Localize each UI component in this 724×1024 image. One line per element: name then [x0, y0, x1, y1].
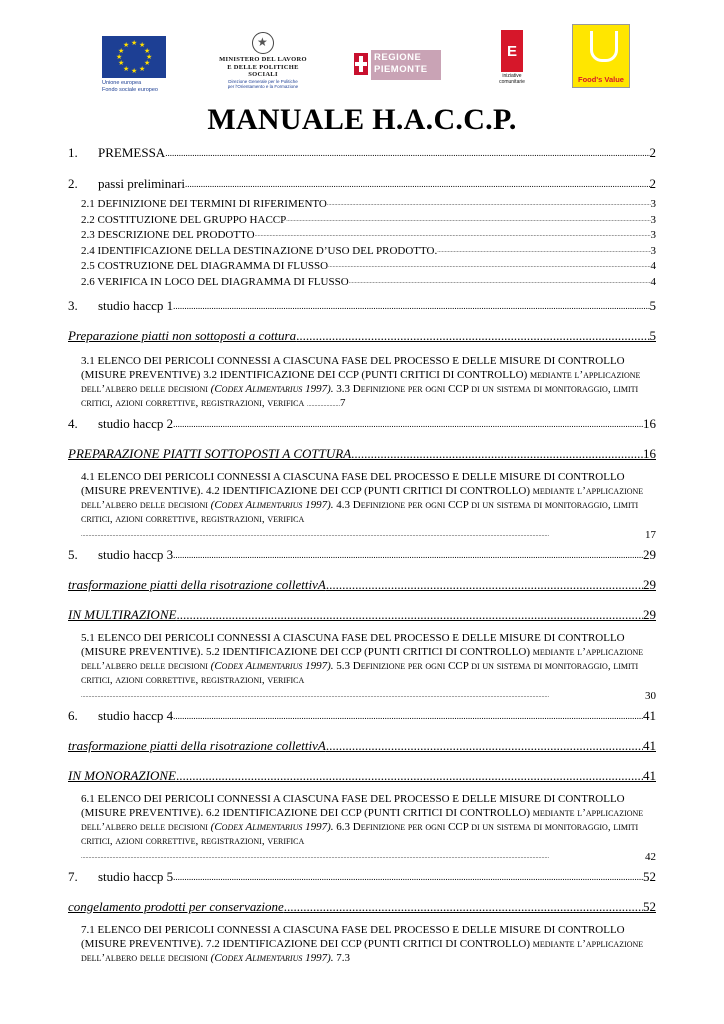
toc-entry-studio-2[interactable] [68, 415, 656, 432]
foods-value-caption: Food's Value [578, 75, 624, 84]
toc-label: trasformazione piatti della risotrazione collettivA [68, 738, 326, 753]
toc-para-citation: (Codex Alimentarius 1997). [210, 499, 334, 511]
table-of-contents [68, 144, 656, 965]
toc-page: 29 [643, 547, 656, 562]
toc-paragraph[interactable] [68, 354, 656, 412]
toc-para-text: Definizione per ogni [352, 499, 446, 511]
toc-para-citation: (Codex Alimentarius 1997). [210, 383, 334, 395]
toc-page: 5 [649, 328, 656, 343]
toc-num: 4. [68, 416, 78, 431]
toc-page: 3 [650, 229, 656, 241]
toc-para-text: CCP [448, 821, 469, 833]
shield-icon [354, 53, 368, 75]
toc-num: 7. [68, 869, 78, 884]
toc-section[interactable] [68, 446, 656, 462]
toc-para-text: mediante l’applicazione dell’albero delle decisioni [81, 938, 644, 964]
toc-para-text: di un sistema di monitoraggio, limiti critici, azioni correttive, registrazioni, verifica [81, 821, 639, 847]
toc-section[interactable] [68, 899, 656, 915]
iniziative-letter: E [507, 43, 518, 60]
toc-para-text: 4.1 ELENCO DEI PERICOLI CONNESSI A CIASCUNA FASE DEL PROCESSO E DELLE MISURE DI CONTROLLO (MISURE PREVENTIVE). 4.2 IDENTIFICAZIONE DEI CCP (PUNTI CRITICI DI CONTROLLO) [81, 471, 625, 497]
toc-label: studio haccp 5 [98, 869, 174, 884]
toc-label: studio haccp 3 [98, 547, 174, 562]
regione-name: REGIONE PIEMONTE [371, 50, 441, 80]
toc-page: 29 [643, 607, 656, 622]
ministero-line1: MINISTERO DEL LAVORO [219, 56, 307, 63]
toc-section[interactable] [68, 577, 656, 593]
toc-para-text: di un sistema di monitoraggio, limiti critici, azioni correttive, registrazioni, verifica [81, 499, 639, 525]
toc-subentry[interactable] [68, 212, 656, 228]
toc-page: 29 [643, 577, 656, 592]
toc-page: 41 [643, 738, 656, 753]
dot-leader [81, 687, 645, 703]
toc-label: studio haccp 4 [98, 708, 174, 723]
toc-page: 2 [649, 145, 656, 160]
toc-num: 5. [68, 547, 78, 562]
iniziative-logo [494, 30, 530, 90]
ministero-line2: E DELLE POLITICHE SOCIALI [227, 63, 299, 78]
toc-page: 41 [643, 768, 656, 783]
toc-num: 1. [68, 145, 78, 160]
toc-label: 2.2 COSTITUZIONE DEL GRUPPO HACCP [81, 213, 287, 226]
smile-icon [590, 31, 618, 62]
emblem-icon [252, 32, 274, 54]
toc-num: 3. [68, 298, 78, 313]
toc-label: 2.6 VERIFICA IN LOCO DEL DIAGRAMMA DI FLUSSO [81, 275, 349, 288]
toc-page: 41 [643, 708, 656, 723]
toc-para-citation: (Codex Alimentarius 1997). [210, 660, 334, 672]
toc-page: 7 [339, 397, 346, 409]
toc-num: 6. [68, 708, 78, 723]
toc-page: 3 [650, 213, 656, 226]
toc-page: 16 [643, 416, 656, 431]
toc-section[interactable] [68, 328, 656, 344]
toc-label: studio haccp 1 [98, 298, 174, 313]
toc-paragraph[interactable] [68, 923, 656, 965]
dot-leader [81, 848, 645, 864]
toc-label: 2.1 DEFINIZIONE DEI TERMINI DI RIFERIMENTO [81, 198, 327, 210]
toc-label: trasformazione piatti della risotrazione collettivA [68, 577, 326, 592]
toc-page: 3 [650, 198, 656, 210]
eu-flag-icon: ★ ★ ★ ★ ★ ★ ★ ★ ★ ★ ★ ★ [102, 36, 166, 78]
toc-para-text: 4.3 [336, 499, 351, 511]
logo-strip [0, 28, 724, 98]
toc-page: 17 [645, 529, 656, 541]
toc-section[interactable] [68, 768, 656, 784]
toc-para-text: CCP [448, 499, 469, 511]
toc-para-text: di un sistema di monitoraggio, limiti critici, azioni correttive, registrazioni, verifica [81, 383, 639, 409]
toc-subentry[interactable] [68, 243, 656, 259]
eu-logo [102, 36, 166, 93]
toc-entry-studio-5[interactable] [68, 868, 656, 885]
toc-para-text: 3.3 [336, 383, 351, 395]
toc-page: 4 [650, 275, 656, 288]
toc-para-text: 5.1 ELENCO DEI PERICOLI CONNESSI A CIASCUNA FASE DEL PROCESSO E DELLE MISURE DI CONTROLLO (MISURE PREVENTIVE). 5.2 IDENTIFICAZIONE DEI CCP (PUNTI CRITICI DI CONTROLLO) [81, 632, 625, 658]
toc-paragraph[interactable] [68, 470, 656, 542]
dot-leader: ...................... [306, 402, 340, 408]
ministero-sub1: Direzione Generale per le Politiche [228, 78, 298, 84]
toc-para-text: CCP [448, 383, 469, 395]
toc-subentry[interactable] [68, 227, 656, 243]
toc-para-text: 6.3 [336, 821, 351, 833]
toc-label: 2.3 DESCRIZIONE DEL PRODOTTO [81, 229, 255, 241]
toc-section[interactable] [68, 607, 656, 623]
iniziative-caption: iniziative comunitarie [499, 73, 525, 85]
toc-label: 2.5 COSTRUZIONE DEL DIAGRAMMA DI FLUSSO [81, 260, 329, 272]
toc-para-text: Definizione per ogni [352, 660, 446, 672]
toc-page: 3 [650, 244, 656, 257]
toc-entry-passi[interactable] [68, 175, 656, 192]
document-title: MANUALE H.A.C.C.P. [207, 103, 517, 136]
toc-para-text: Definizione per ogni [352, 821, 446, 833]
toc-paragraph[interactable] [68, 792, 656, 864]
toc-page: 2 [649, 176, 656, 191]
toc-paragraph[interactable] [68, 631, 656, 703]
toc-para-text: 7.1 ELENCO DEI PERICOLI CONNESSI A CIASCUNA FASE DEL PROCESSO E DELLE MISURE DI CONTROLLO (MISURE PREVENTIVE). 7.2 IDENTIFICAZIONE DEI CCP (PUNTI CRITICI DI CONTROLLO) [81, 924, 625, 950]
toc-para-text: CCP [448, 660, 469, 672]
toc-label: 2.4 IDENTIFICAZIONE DELLA DESTINAZIONE D’USO DEL PRODOTTO. [81, 244, 438, 257]
toc-para-citation: (Codex Alimentarius 1997). [210, 952, 334, 964]
ministero-sub2: per l'Orientamento e la Formazione [227, 84, 299, 89]
toc-page: 4 [650, 260, 656, 272]
toc-entry-studio-3[interactable] [68, 546, 656, 563]
toc-subentry[interactable] [68, 274, 656, 290]
toc-label: congelamento prodotti per conservazione [68, 899, 284, 914]
toc-page: 5 [649, 298, 656, 313]
dot-leader [81, 526, 645, 542]
toc-para-text: Definizione per ogni [352, 383, 446, 395]
toc-label: Preparazione piatti non sottoposti a cottura [68, 328, 297, 343]
foods-value-logo [572, 24, 630, 88]
toc-page: 16 [643, 446, 656, 461]
toc-section[interactable] [68, 738, 656, 754]
toc-entry-studio-1[interactable] [68, 297, 656, 314]
toc-label: PREMESSA [98, 145, 166, 160]
toc-page: 52 [643, 869, 656, 884]
toc-label: IN MULTIRAZIONE [68, 607, 177, 622]
toc-entry-studio-4[interactable] [68, 707, 656, 724]
toc-para-text: 7.3 [336, 952, 351, 964]
toc-para-text: 6.1 ELENCO DEI PERICOLI CONNESSI A CIASCUNA FASE DEL PROCESSO E DELLE MISURE DI CONTROLLO (MISURE PREVENTIVE). 6.2 IDENTIFICAZIONE DEI CCP (PUNTI CRITICI DI CONTROLLO) [81, 793, 625, 819]
toc-para-text: 3.1 ELENCO DEI PERICOLI CONNESSI A CIASCUNA FASE DEL PROCESSO E DELLE MISURE DI CONTROLLO (MISURE PREVENTIVE) 3.2 IDENTIFICAZIONE DEI CCP (PUNTI CRITICI DI CONTROLLO) [81, 355, 625, 381]
toc-label: studio haccp 2 [98, 416, 174, 431]
toc-para-citation: (Codex Alimentarius 1997). [210, 821, 334, 833]
toc-page: 42 [645, 851, 656, 863]
toc-label: IN MONORAZIONE [68, 768, 176, 783]
toc-para-text: mediante l’applicazione dell’albero delle decisioni [81, 485, 644, 511]
toc-entry-premessa[interactable] [68, 144, 656, 161]
ministero-logo [218, 32, 308, 90]
toc-para-text: mediante l’applicazione dell’albero delle decisioni [81, 369, 641, 395]
toc-page: 30 [645, 690, 656, 702]
toc-subentry[interactable] [68, 196, 656, 212]
regione-logo [354, 50, 440, 80]
toc-num: 2. [68, 176, 78, 191]
toc-label: PREPARAZIONE PIATTI SOTTOPOSTI A COTTURA [68, 446, 352, 461]
iniziative-mark [501, 30, 523, 72]
toc-label: passi preliminari [98, 176, 186, 191]
toc-para-text: di un sistema di monitoraggio, limiti critici, azioni correttive, registrazioni, verifica [81, 660, 639, 686]
toc-subentry[interactable] [68, 258, 656, 274]
toc-para-text: mediante l’applicazione dell’albero delle decisioni [81, 646, 644, 672]
toc-para-text: mediante l’applicazione dell’albero delle decisioni [81, 807, 644, 833]
toc-para-text: 5.3 [336, 660, 351, 672]
toc-page: 52 [643, 899, 656, 914]
eu-caption: Unione europea Fondo sociale europeo [102, 80, 158, 93]
